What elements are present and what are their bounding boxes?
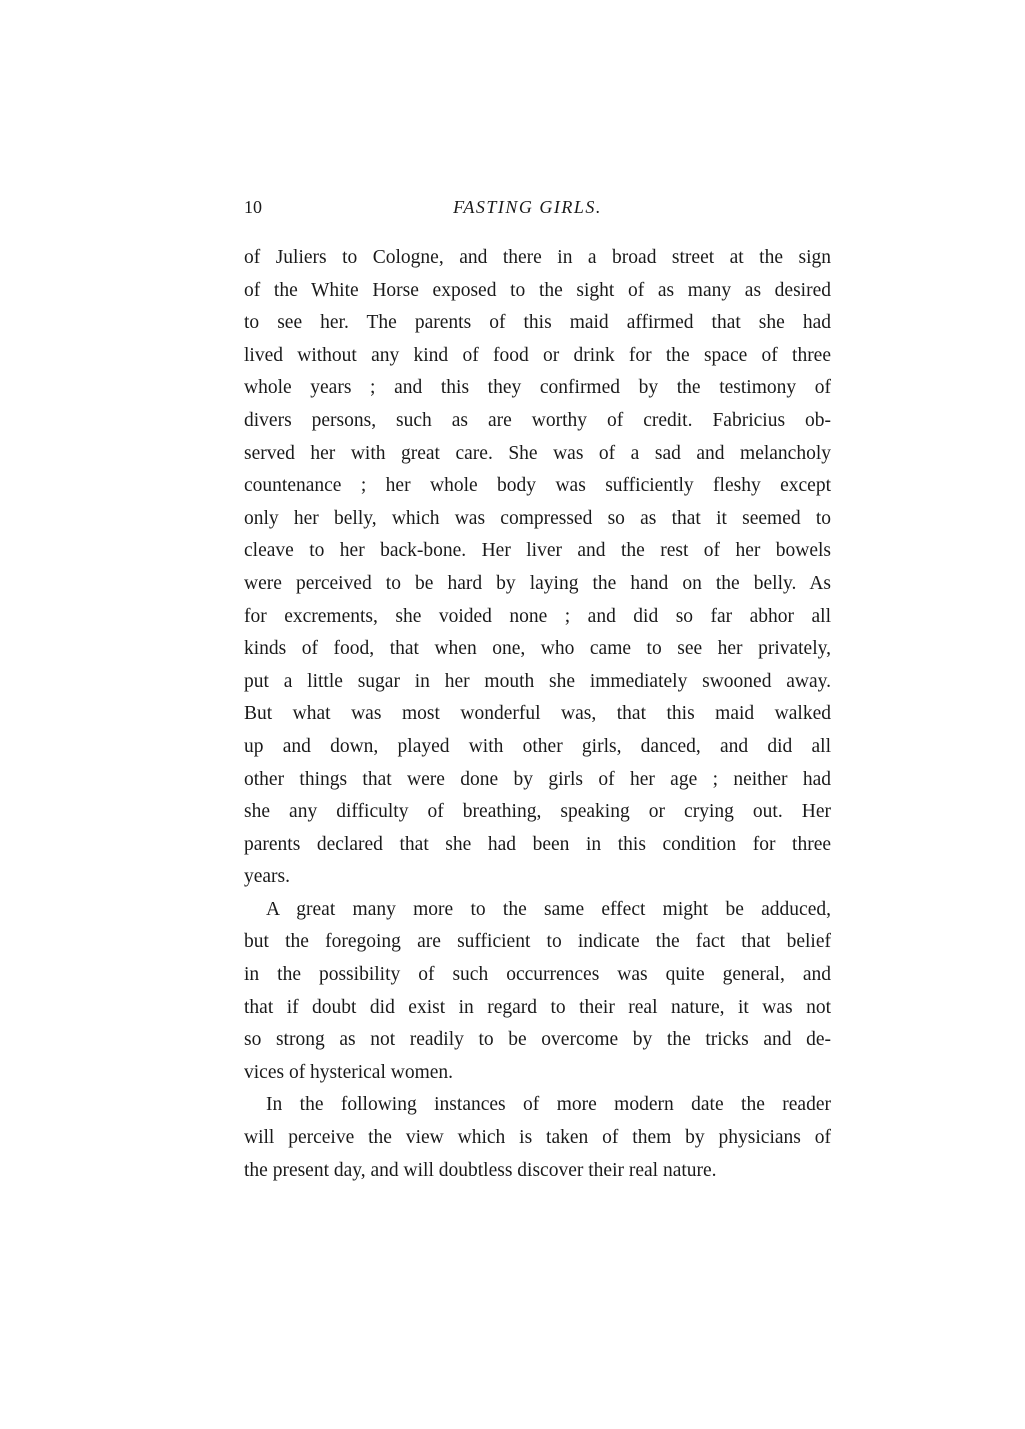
paragraph <box>244 1089 831 1187</box>
text-line: in the possibility of such occurrences was quite general, and <box>244 964 831 986</box>
text-line: whole years ; and this they confirmed by the testimony of <box>244 377 831 399</box>
text-line: A great many more to the same effect might be adduced, <box>266 898 831 920</box>
text-line: for excrements, she voided none ; and did so far abhor all <box>244 605 831 627</box>
text-line: only her belly, which was compressed so as that it seemed to <box>244 507 831 529</box>
text-line: lived without any kind of food or drink for the space of three <box>244 344 831 366</box>
text-line: put a little sugar in her mouth she immediately swooned away. <box>244 670 831 692</box>
text-line: years. <box>244 866 291 888</box>
page-number: 10 <box>244 197 262 217</box>
text-line: of Juliers to Cologne, and there in a broad street at the sign <box>244 247 831 268</box>
text-line: will perceive the view which is taken of them by physicians of <box>244 1127 831 1149</box>
text-line: other things that were done by girls of her age ; neither had <box>244 768 831 790</box>
text-line: parents declared that she had been in this condition for three <box>244 833 831 855</box>
paragraph <box>244 894 831 1090</box>
paragraph <box>244 242 831 894</box>
text-line: she any difficulty of breathing, speaking or crying out. Her <box>244 801 831 823</box>
text-line: But what was most wonderful was, that this maid walked <box>244 703 831 725</box>
text-line: served her with great care. She was of a sad and melancholy <box>244 442 831 464</box>
text-line: but the foregoing are sufficient to indicate the fact that belief <box>244 931 831 953</box>
text-line: countenance ; her whole body was sufficiently fleshy except <box>244 475 831 497</box>
text-line: of the White Horse exposed to the sight of as many as desired <box>244 279 831 301</box>
running-title: FASTING GIRLS. <box>453 197 602 217</box>
text-line: kinds of food, that when one, who came to see her privately, <box>244 638 831 660</box>
text-line: were perceived to be hard by laying the hand on the belly. As <box>244 572 831 594</box>
text-line: cleave to her back-bone. Her liver and the rest of her bowels <box>244 540 831 562</box>
text-line: In the following instances of more modern date the reader <box>266 1094 831 1116</box>
text-line: the present day, and will doubtless discover their real nature. <box>244 1159 717 1181</box>
text-line: to see her. The parents of this maid affirmed that she had <box>244 312 831 334</box>
page-body <box>244 242 831 1187</box>
text-line: divers persons, such as are worthy of credit. Fabricius ob- <box>244 409 831 431</box>
text-line: so strong as not readily to be overcome by the tricks and de- <box>244 1029 831 1051</box>
text-line: that if doubt did exist in regard to their real nature, it was not <box>244 996 831 1018</box>
text-line: vices of hysterical women. <box>244 1061 454 1083</box>
text-line: up and down, played with other girls, danced, and did all <box>244 735 831 757</box>
